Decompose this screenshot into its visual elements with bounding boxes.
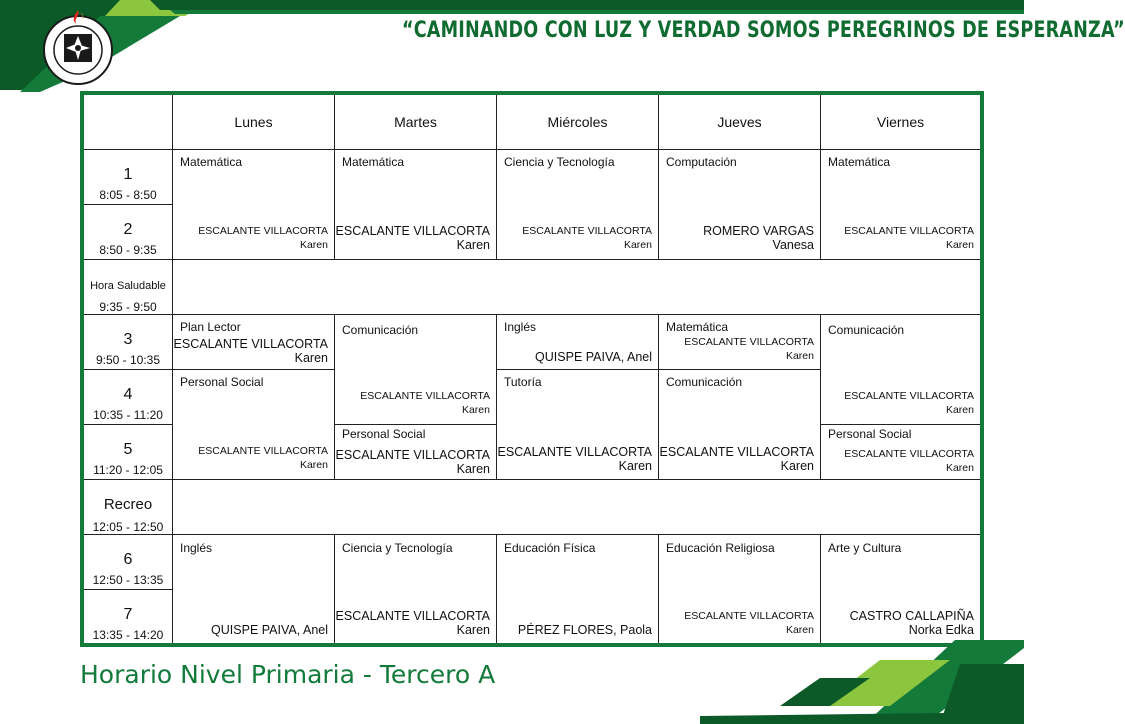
class-lunes-p6-7 [173, 535, 335, 643]
teacher-name: ESCALANTE VILLACORTA Karen [684, 610, 814, 636]
class-lunes-p4-5 [173, 370, 335, 480]
subject-name: Educación Física [504, 541, 596, 555]
subject-name: Inglés [504, 320, 537, 334]
teacher-name: ESCALANTE VILLACORTA Karen [522, 225, 652, 251]
period-4 [84, 370, 173, 425]
subject-name: Personal Social [828, 427, 912, 441]
teacher-name: ESCALANTE VILLACORTA Karen [844, 225, 974, 251]
period-time: 11:20 - 12:05 [93, 463, 163, 477]
teacher-name: QUISPE PAIVA, Anel [535, 350, 652, 364]
teacher-name: ESCALANTE VILLACORTA Karen [360, 390, 490, 416]
subject-name: Personal Social [342, 427, 426, 441]
period-time: 9:50 - 10:35 [95, 353, 161, 367]
teacher-name: ESCALANTE VILLACORTA Karen [198, 445, 328, 471]
teacher-name: CASTRO CALLAPIÑA Norka Edka [849, 609, 974, 637]
day-header-jueves: Jueves [659, 95, 821, 150]
break-time: 12:05 - 12:50 [92, 520, 164, 534]
subject-name: Tutoría [504, 375, 542, 389]
period-number: 7 [123, 606, 133, 623]
subject-name: Matemática [666, 320, 729, 334]
school-motto: “CAMINANDO CON LUZ Y VERDAD SOMOS PEREGRINOS DE ESPERANZA” [402, 18, 1125, 43]
subject-name: Inglés [180, 541, 213, 555]
subject-name: Matemática [342, 155, 405, 169]
teacher-name: ESCALANTE VILLACORTA Karen [844, 390, 974, 416]
class-martes-p3-4 [335, 315, 497, 425]
footer-decoration [700, 630, 1024, 724]
class-miercoles-p3 [497, 315, 659, 370]
day-header-lunes: Lunes [173, 95, 335, 150]
teacher-name: ROMERO VARGAS Vanesa [703, 224, 814, 252]
period-number: 1 [123, 166, 133, 183]
class-miercoles-p1-2 [497, 150, 659, 260]
period-number: 2 [123, 221, 133, 238]
subject-name: Comunicación [666, 375, 743, 389]
break-label: Recreo [103, 496, 153, 513]
class-lunes-p1-2 [173, 150, 335, 260]
period-number: 6 [123, 551, 133, 568]
teacher-name: ESCALANTE VILLACORTA Karen [659, 445, 814, 473]
period-time: 12:50 - 13:35 [92, 573, 164, 587]
teacher-name: ESCALANTE VILLACORTA Karen [497, 445, 652, 473]
teacher-name: ESCALANTE VILLACORTA Karen [335, 609, 490, 637]
class-martes-p6-7 [335, 535, 497, 643]
subject-name: Matemática [180, 155, 243, 169]
teacher-name: ESCALANTE VILLACORTA Karen [198, 225, 328, 251]
class-miercoles-p4-5 [497, 370, 659, 480]
subject-name: Comunicación [828, 323, 905, 337]
subject-name: Ciencia y Tecnología [342, 541, 453, 555]
subject-name: Comunicación [342, 323, 419, 337]
subject-name: Arte y Cultura [828, 541, 902, 555]
class-viernes-p1-2 [821, 150, 980, 260]
break-row-hora-saludable [173, 260, 980, 315]
class-jueves-p3 [659, 315, 821, 370]
teacher-name: QUISPE PAIVA, Anel [211, 623, 328, 637]
schedule-title: Horario Nivel Primaria - Tercero A [80, 660, 496, 689]
class-miercoles-p6-7 [497, 535, 659, 643]
teacher-name: ESCALANTE VILLACORTA Karen [173, 337, 328, 365]
header-decoration [0, 0, 1125, 90]
break-recreo [84, 480, 173, 535]
period-number: 4 [123, 386, 133, 403]
teacher-name: ESCALANTE VILLACORTA Karen [335, 224, 490, 252]
period-5 [84, 425, 173, 480]
subject-name: Plan Lector [180, 320, 241, 334]
day-header-viernes: Viernes [821, 95, 980, 150]
period-3 [84, 315, 173, 370]
class-martes-p5 [335, 425, 497, 480]
period-time: 13:35 - 14:20 [92, 628, 164, 642]
break-hora-saludable [84, 260, 173, 315]
teacher-name: ESCALANTE VILLACORTA Karen [844, 448, 974, 474]
period-7 [84, 590, 173, 643]
subject-name: Personal Social [180, 375, 264, 389]
period-2 [84, 205, 173, 260]
period-number: 5 [123, 441, 133, 458]
teacher-name: PÉREZ FLORES, Paola [517, 623, 652, 637]
subject-name: Computación [666, 155, 737, 169]
period-time: 8:05 - 8:50 [99, 188, 157, 202]
schedule-table [80, 91, 984, 647]
class-viernes-p6-7 [821, 535, 980, 643]
subject-name: Matemática [828, 155, 891, 169]
class-jueves-p4-5 [659, 370, 821, 480]
break-row-recreo [173, 480, 980, 535]
day-header-martes: Martes [335, 95, 497, 150]
class-martes-p1-2 [335, 150, 497, 260]
period-6 [84, 535, 173, 590]
break-label: Hora Saludable [90, 280, 166, 292]
period-1 [84, 150, 173, 205]
class-viernes-p5 [821, 425, 980, 480]
corner-cell [84, 95, 173, 150]
school-logo [40, 2, 120, 88]
class-viernes-p3-4 [821, 315, 980, 425]
subject-name: Educación Religiosa [666, 541, 775, 555]
class-jueves-p6-7 [659, 535, 821, 643]
subject-name: Ciencia y Tecnología [504, 155, 615, 169]
class-jueves-p1-2 [659, 150, 821, 260]
period-time: 10:35 - 11:20 [93, 408, 163, 422]
teacher-name: ESCALANTE VILLACORTA Karen [684, 336, 814, 362]
teacher-name: ESCALANTE VILLACORTA Karen [335, 448, 490, 476]
class-lunes-p3 [173, 315, 335, 370]
day-header-miercoles: Miércoles [497, 95, 659, 150]
break-time: 9:35 - 9:50 [99, 300, 157, 314]
period-time: 8:50 - 9:35 [99, 243, 157, 257]
period-number: 3 [123, 331, 133, 348]
